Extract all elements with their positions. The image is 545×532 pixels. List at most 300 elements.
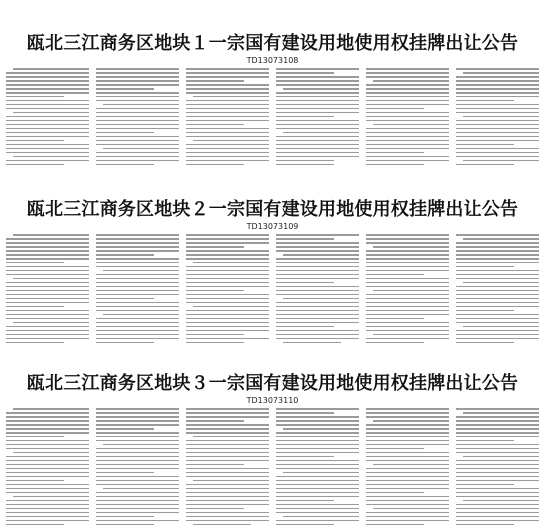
text-line bbox=[366, 104, 449, 106]
text-line bbox=[276, 80, 359, 82]
text-line bbox=[6, 424, 89, 426]
text-line bbox=[6, 488, 89, 490]
text-line bbox=[456, 274, 539, 276]
text-line bbox=[186, 164, 244, 166]
text-line bbox=[96, 152, 179, 154]
text-line bbox=[276, 238, 334, 240]
text-line bbox=[373, 420, 449, 422]
text-line bbox=[186, 124, 244, 126]
text-line bbox=[186, 334, 244, 336]
text-line bbox=[103, 270, 179, 272]
text-line bbox=[456, 408, 539, 410]
text-line bbox=[276, 314, 359, 316]
text-line bbox=[456, 148, 539, 150]
text-line bbox=[96, 326, 179, 328]
text-line bbox=[276, 492, 359, 494]
text-line bbox=[96, 92, 179, 94]
text-line bbox=[96, 524, 154, 526]
text-line bbox=[373, 508, 449, 510]
text-line bbox=[186, 500, 269, 502]
text-line bbox=[6, 254, 89, 256]
text-line bbox=[13, 234, 89, 236]
text-line bbox=[6, 334, 89, 336]
text-line bbox=[283, 298, 359, 300]
text-line bbox=[366, 164, 424, 166]
text-line bbox=[186, 408, 269, 410]
text-column bbox=[96, 68, 179, 168]
text-line bbox=[366, 520, 449, 522]
text-line bbox=[96, 84, 179, 86]
text-line bbox=[186, 508, 244, 510]
text-line bbox=[96, 144, 179, 146]
text-line bbox=[366, 468, 449, 470]
text-line bbox=[6, 456, 89, 458]
text-line bbox=[456, 424, 539, 426]
text-line bbox=[6, 412, 89, 414]
text-line bbox=[366, 68, 449, 70]
text-line bbox=[186, 472, 269, 474]
text-column bbox=[6, 408, 89, 530]
text-line bbox=[13, 408, 89, 410]
text-line bbox=[276, 408, 359, 410]
text-line bbox=[276, 484, 359, 486]
text-line bbox=[456, 278, 539, 280]
text-line bbox=[6, 76, 89, 78]
text-line bbox=[6, 484, 89, 486]
text-line bbox=[373, 80, 449, 82]
text-line bbox=[6, 448, 89, 450]
text-line bbox=[463, 160, 539, 162]
text-column bbox=[276, 68, 359, 168]
text-line bbox=[366, 330, 449, 332]
text-line bbox=[276, 412, 334, 414]
text-line bbox=[373, 124, 449, 126]
text-line bbox=[366, 258, 449, 260]
text-line bbox=[186, 120, 269, 122]
text-line bbox=[96, 96, 179, 98]
text-line bbox=[276, 488, 359, 490]
text-line bbox=[456, 330, 539, 332]
text-line bbox=[276, 310, 359, 312]
text-line bbox=[186, 496, 269, 498]
text-line bbox=[366, 108, 424, 110]
text-line bbox=[103, 488, 179, 490]
text-line bbox=[186, 266, 269, 268]
text-line bbox=[276, 520, 359, 522]
text-line bbox=[463, 412, 539, 414]
text-column bbox=[6, 68, 89, 168]
text-line bbox=[186, 424, 269, 426]
text-line bbox=[276, 246, 359, 248]
text-line bbox=[456, 524, 514, 526]
text-line bbox=[6, 246, 89, 248]
text-column bbox=[456, 408, 539, 530]
text-line bbox=[463, 72, 539, 74]
text-line bbox=[186, 318, 269, 320]
text-line bbox=[6, 480, 64, 482]
text-line bbox=[96, 512, 179, 514]
text-line bbox=[186, 104, 269, 106]
text-line bbox=[276, 330, 359, 332]
text-line bbox=[366, 148, 449, 150]
text-line bbox=[6, 294, 89, 296]
text-line bbox=[186, 152, 269, 154]
text-line bbox=[276, 524, 334, 526]
text-line bbox=[276, 452, 359, 454]
text-line bbox=[276, 460, 359, 462]
text-line bbox=[276, 164, 334, 166]
text-line bbox=[283, 472, 359, 474]
text-line bbox=[6, 164, 64, 166]
text-line bbox=[96, 318, 179, 320]
text-line bbox=[456, 508, 539, 510]
text-line bbox=[186, 258, 269, 260]
text-line bbox=[456, 104, 539, 106]
text-column bbox=[366, 234, 449, 346]
text-line bbox=[6, 508, 89, 510]
text-line bbox=[366, 408, 449, 410]
text-line bbox=[456, 306, 539, 308]
text-line bbox=[96, 290, 179, 292]
text-line bbox=[96, 342, 154, 344]
text-line bbox=[276, 120, 359, 122]
text-line bbox=[103, 444, 179, 446]
text-line bbox=[276, 432, 359, 434]
text-line bbox=[276, 160, 334, 162]
text-line bbox=[96, 420, 179, 422]
text-line bbox=[456, 76, 539, 78]
text-line bbox=[6, 258, 89, 260]
text-line bbox=[456, 246, 539, 248]
text-line bbox=[366, 452, 449, 454]
text-line bbox=[186, 310, 269, 312]
text-line bbox=[186, 88, 269, 90]
text-line bbox=[186, 484, 269, 486]
text-line bbox=[366, 274, 424, 276]
text-line bbox=[96, 116, 179, 118]
text-line bbox=[96, 286, 179, 288]
text-line bbox=[6, 298, 89, 300]
text-line bbox=[456, 460, 539, 462]
text-line bbox=[463, 456, 539, 458]
text-line bbox=[276, 322, 359, 324]
text-line bbox=[193, 96, 269, 98]
text-line bbox=[186, 80, 244, 82]
text-line bbox=[366, 270, 449, 272]
text-line bbox=[96, 250, 179, 252]
text-line bbox=[456, 156, 539, 158]
text-line bbox=[456, 254, 539, 256]
text-line bbox=[366, 440, 449, 442]
text-line bbox=[6, 160, 89, 162]
text-line bbox=[456, 334, 539, 336]
text-line bbox=[456, 84, 539, 86]
text-line bbox=[276, 468, 359, 470]
text-line bbox=[456, 144, 514, 146]
text-line bbox=[6, 310, 89, 312]
text-line bbox=[366, 472, 449, 474]
text-column bbox=[186, 68, 269, 168]
text-line bbox=[366, 72, 449, 74]
text-line bbox=[96, 408, 179, 410]
text-line bbox=[96, 424, 179, 426]
text-line bbox=[6, 266, 89, 268]
text-line bbox=[276, 282, 334, 284]
text-line bbox=[186, 116, 269, 118]
text-line bbox=[96, 448, 179, 450]
notice-body bbox=[0, 68, 545, 168]
text-line bbox=[283, 516, 359, 518]
text-line bbox=[456, 132, 539, 134]
text-line bbox=[276, 270, 359, 272]
text-line bbox=[366, 492, 424, 494]
text-line bbox=[366, 136, 449, 138]
text-line bbox=[96, 480, 179, 482]
text-line bbox=[186, 322, 269, 324]
text-line bbox=[6, 342, 64, 344]
text-line bbox=[6, 492, 89, 494]
text-line bbox=[366, 84, 449, 86]
text-line bbox=[456, 440, 514, 442]
text-line bbox=[366, 448, 424, 450]
text-line bbox=[276, 274, 359, 276]
text-line bbox=[373, 246, 449, 248]
text-line bbox=[96, 88, 154, 90]
text-line bbox=[366, 266, 449, 268]
notice-body bbox=[0, 408, 545, 530]
text-line bbox=[96, 124, 179, 126]
text-line bbox=[186, 278, 269, 280]
text-line bbox=[366, 484, 449, 486]
text-line bbox=[96, 100, 179, 102]
text-line bbox=[6, 338, 89, 340]
text-column bbox=[186, 234, 269, 346]
text-line bbox=[456, 108, 539, 110]
text-line bbox=[366, 144, 449, 146]
text-line bbox=[276, 512, 359, 514]
text-line bbox=[456, 310, 514, 312]
text-line bbox=[96, 440, 179, 442]
notice-code: TD13073110 bbox=[246, 396, 299, 405]
text-line bbox=[366, 298, 449, 300]
text-line bbox=[276, 100, 359, 102]
text-line bbox=[96, 132, 154, 134]
text-line bbox=[463, 326, 539, 328]
text-line bbox=[193, 524, 251, 526]
text-line bbox=[193, 306, 269, 308]
text-line bbox=[366, 120, 449, 122]
text-line bbox=[6, 460, 89, 462]
text-line bbox=[366, 496, 449, 498]
text-line bbox=[276, 156, 359, 158]
text-line bbox=[276, 436, 359, 438]
text-line bbox=[6, 468, 89, 470]
text-line bbox=[456, 164, 514, 166]
text-line bbox=[96, 476, 179, 478]
text-line bbox=[6, 326, 89, 328]
text-line bbox=[276, 290, 359, 292]
text-line bbox=[6, 428, 89, 430]
text-line bbox=[276, 448, 359, 450]
text-line bbox=[6, 504, 89, 506]
text-line bbox=[186, 460, 269, 462]
text-line bbox=[6, 420, 89, 422]
text-line bbox=[6, 318, 89, 320]
text-line bbox=[276, 416, 359, 418]
text-line bbox=[276, 480, 359, 482]
text-line bbox=[186, 448, 269, 450]
text-line bbox=[456, 262, 539, 264]
text-line bbox=[186, 420, 244, 422]
text-line bbox=[6, 108, 89, 110]
text-line bbox=[96, 266, 179, 268]
text-line bbox=[366, 432, 449, 434]
text-line bbox=[96, 492, 179, 494]
text-line bbox=[366, 424, 449, 426]
text-line bbox=[6, 472, 89, 474]
text-line bbox=[276, 476, 359, 478]
text-line bbox=[96, 282, 179, 284]
text-line bbox=[6, 524, 64, 526]
text-line bbox=[6, 306, 64, 308]
text-line bbox=[96, 460, 179, 462]
text-line bbox=[276, 72, 334, 74]
text-line bbox=[366, 234, 449, 236]
text-line bbox=[193, 436, 269, 438]
text-line bbox=[96, 306, 179, 308]
text-line bbox=[186, 342, 244, 344]
text-line bbox=[366, 306, 449, 308]
text-line bbox=[366, 338, 449, 340]
text-line bbox=[96, 262, 179, 264]
text-line bbox=[6, 444, 89, 446]
text-line bbox=[96, 108, 179, 110]
text-line bbox=[366, 436, 449, 438]
text-column bbox=[456, 68, 539, 168]
text-line bbox=[456, 416, 539, 418]
text-line bbox=[6, 416, 89, 418]
text-line bbox=[456, 152, 539, 154]
text-line bbox=[186, 128, 269, 130]
text-line bbox=[96, 298, 154, 300]
text-line bbox=[193, 262, 269, 264]
text-line bbox=[283, 342, 341, 344]
text-line bbox=[193, 480, 269, 482]
text-line bbox=[456, 484, 514, 486]
text-line bbox=[6, 520, 89, 522]
text-line bbox=[96, 310, 179, 312]
text-line bbox=[6, 262, 64, 264]
text-line bbox=[456, 420, 539, 422]
text-line bbox=[456, 448, 539, 450]
text-line bbox=[276, 302, 359, 304]
text-line bbox=[456, 468, 539, 470]
text-line bbox=[96, 234, 179, 236]
text-line bbox=[456, 520, 539, 522]
text-line bbox=[6, 238, 89, 240]
text-line bbox=[6, 140, 64, 142]
text-line bbox=[186, 132, 269, 134]
text-line bbox=[456, 338, 539, 340]
text-line bbox=[456, 80, 539, 82]
text-line bbox=[366, 504, 449, 506]
text-line bbox=[366, 412, 449, 414]
text-line bbox=[6, 100, 89, 102]
text-line bbox=[186, 456, 269, 458]
text-line bbox=[366, 156, 449, 158]
text-line bbox=[366, 262, 449, 264]
text-line bbox=[6, 80, 89, 82]
text-line bbox=[96, 274, 179, 276]
text-line bbox=[6, 500, 89, 502]
text-line bbox=[96, 254, 154, 256]
text-line bbox=[456, 124, 539, 126]
text-line bbox=[276, 84, 359, 86]
text-line bbox=[186, 92, 269, 94]
text-line bbox=[96, 472, 154, 474]
text-line bbox=[366, 326, 449, 328]
text-line bbox=[276, 334, 359, 336]
text-line bbox=[6, 84, 89, 86]
text-line bbox=[456, 464, 539, 466]
text-line bbox=[366, 128, 449, 130]
text-line bbox=[276, 440, 359, 442]
text-line bbox=[276, 68, 359, 70]
text-line bbox=[456, 234, 539, 236]
text-line bbox=[96, 238, 179, 240]
text-line bbox=[96, 516, 154, 518]
text-line bbox=[456, 436, 539, 438]
notice-title: 瓯北三江商务区地块２一宗国有建设用地使用权挂牌出让公告 bbox=[26, 199, 519, 220]
text-line bbox=[276, 456, 334, 458]
text-line bbox=[186, 254, 269, 256]
text-line bbox=[456, 428, 539, 430]
text-line bbox=[283, 254, 359, 256]
text-line bbox=[456, 322, 539, 324]
text-line bbox=[366, 480, 449, 482]
notice-code: TD13073108 bbox=[246, 56, 299, 65]
text-line bbox=[366, 302, 449, 304]
text-line bbox=[366, 92, 449, 94]
text-line bbox=[366, 160, 449, 162]
text-line bbox=[366, 342, 424, 344]
text-line bbox=[276, 234, 359, 236]
text-line bbox=[366, 322, 449, 324]
text-line bbox=[456, 480, 539, 482]
text-line bbox=[463, 238, 539, 240]
text-line bbox=[276, 128, 359, 130]
text-line bbox=[186, 290, 244, 292]
text-line bbox=[276, 420, 359, 422]
text-line bbox=[186, 136, 269, 138]
text-line bbox=[456, 140, 539, 142]
text-line bbox=[456, 472, 539, 474]
text-line bbox=[6, 302, 89, 304]
text-line bbox=[366, 132, 449, 134]
text-line bbox=[186, 234, 269, 236]
text-line bbox=[13, 156, 89, 158]
text-line bbox=[366, 152, 424, 154]
text-line bbox=[276, 444, 359, 446]
text-line bbox=[186, 440, 269, 442]
text-line bbox=[186, 274, 269, 276]
notice-title: 瓯北三江商务区地块３一宗国有建设用地使用权挂牌出让公告 bbox=[26, 373, 519, 394]
text-line bbox=[6, 152, 89, 154]
text-line bbox=[6, 436, 64, 438]
text-line bbox=[186, 412, 269, 414]
text-line bbox=[366, 318, 424, 320]
text-line bbox=[186, 286, 269, 288]
